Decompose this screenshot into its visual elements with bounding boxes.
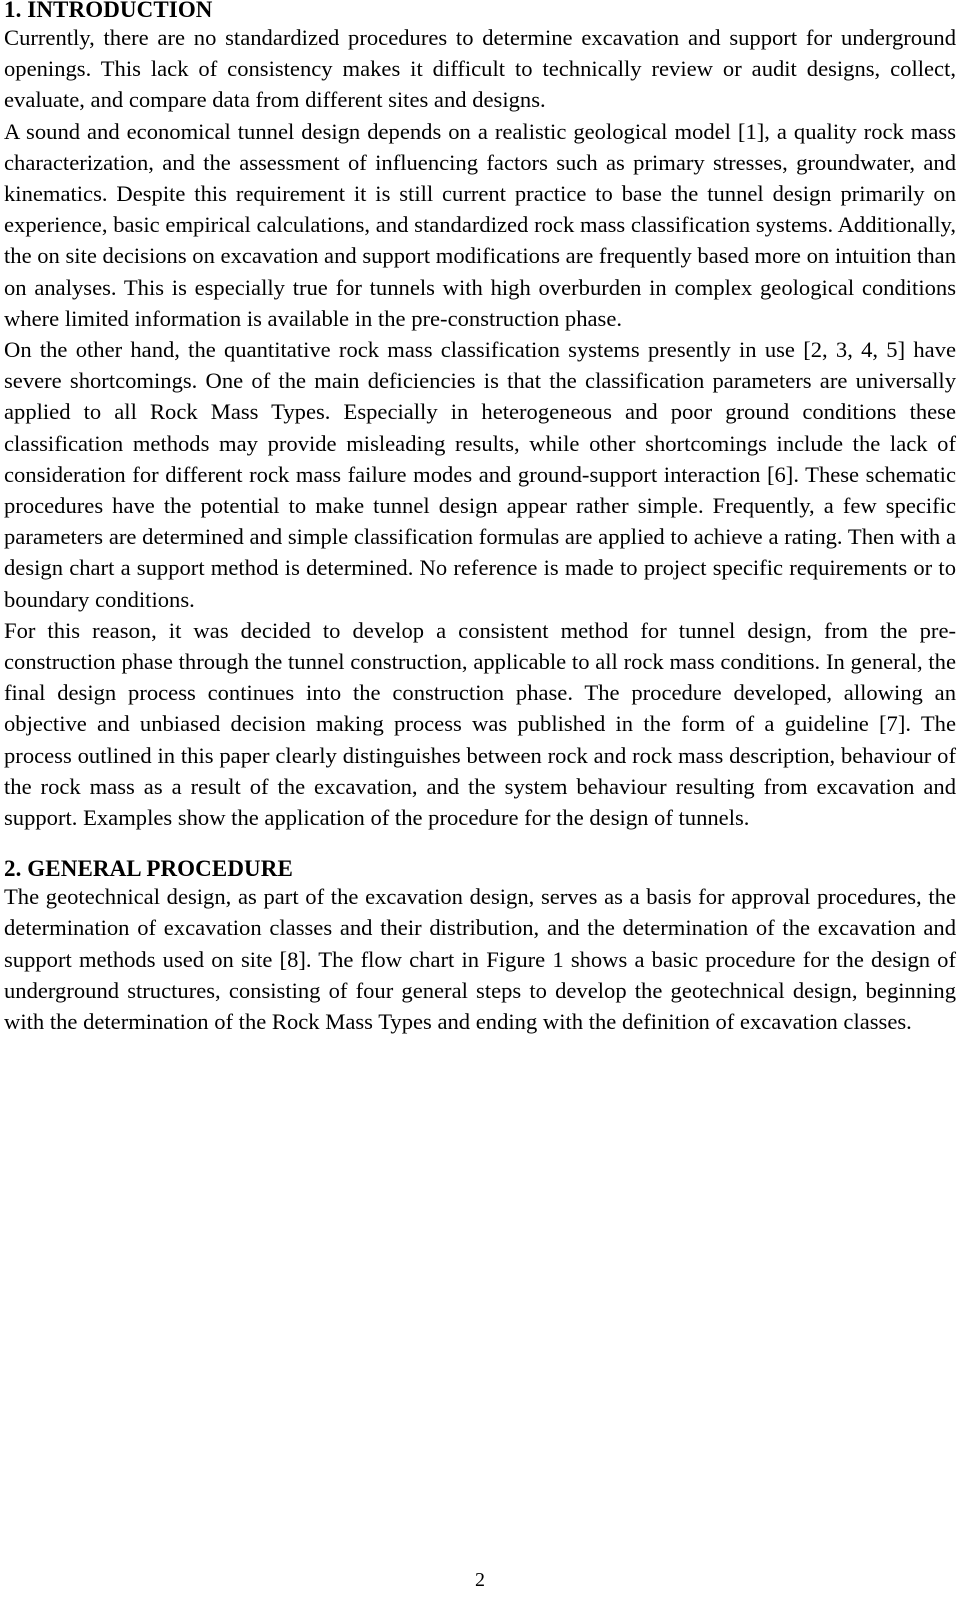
section-general-procedure	[4, 857, 956, 1037]
paragraph-intro-2: A sound and economical tunnel design depends on a realistic geological model [1], a quality rock mass characterization, and the assessment of influencing factors such as primary stresses, groundwater, and kinematics. Despite this requirement it is still current practice to base the tunnel design primarily on experience, basic empirical calculations, and standardized rock mass classification systems. Additionally, the on site decisions on excavation and support modifications are frequently based more on intuition than on analyses. This is especially true for tunnels with high overburden in complex geological conditions where limited information is available in the pre-construction phase.	[4, 118, 956, 331]
section-introduction	[4, 0, 956, 833]
paragraph-intro-4: For this reason, it was decided to develop a consistent method for tunnel design, from the pre-construction phase through the tunnel construction, applicable to all rock mass conditions. In general, the final design process continues into the construction phase. The procedure developed, allowing an objective and unbiased decision making process was published in the form of a guideline [7]. The process outlined in this paper clearly distinguishes between rock and rock mass description, behaviour of the rock mass as a result of the excavation, and the system behaviour resulting from excavation and support. Examples show the application of the procedure for the design of tunnels.	[4, 617, 956, 831]
page-number: 2	[475, 1569, 485, 1591]
section-heading-general-procedure: 2. GENERAL PROCEDURE	[4, 856, 293, 882]
paragraph-intro-1: Currently, there are no standardized procedures to determine excavation and support for underground openings. This lack of consistency makes it difficult to technically review or audit designs, collect, evaluate, and compare data from different sites and designs.	[4, 25, 956, 113]
section-spacer	[4, 833, 956, 857]
paragraph-intro-3: On the other hand, the quantitative rock mass classification systems presently in use [2, 3, 4, 5] have severe shortcomings. One of the main deficiencies is that the classification parameters are universally applied to all Rock Mass Types. Especially in heterogeneous and poor ground conditions these classification methods may provide misleading results, while other shortcomings include the lack of consideration for different rock mass failure modes and ground-support interaction [6]. These schematic procedures have the potential to make tunnel design appear rather simple. Frequently, a few specific parameters are determined and simple classification formulas are applied to achieve a rating. Then with a design chart a support method is determined. No reference is made to project specific requirements or to boundary conditions.	[4, 337, 956, 612]
paragraph-procedure-1: The geotechnical design, as part of the excavation design, serves as a basis for approval procedures, the determination of excavation classes and their distribution, and the determination of the excavation and support methods used on site [8]. The flow chart in Figure 1 shows a basic procedure for the design of underground structures, consisting of four general steps to develop the geotechnical design, beginning with the determination of the Rock Mass Types and ending with the definition of excavation classes.	[4, 884, 956, 1035]
page-content	[4, 0, 956, 1037]
section-heading-introduction: 1. INTRODUCTION	[4, 0, 213, 22]
